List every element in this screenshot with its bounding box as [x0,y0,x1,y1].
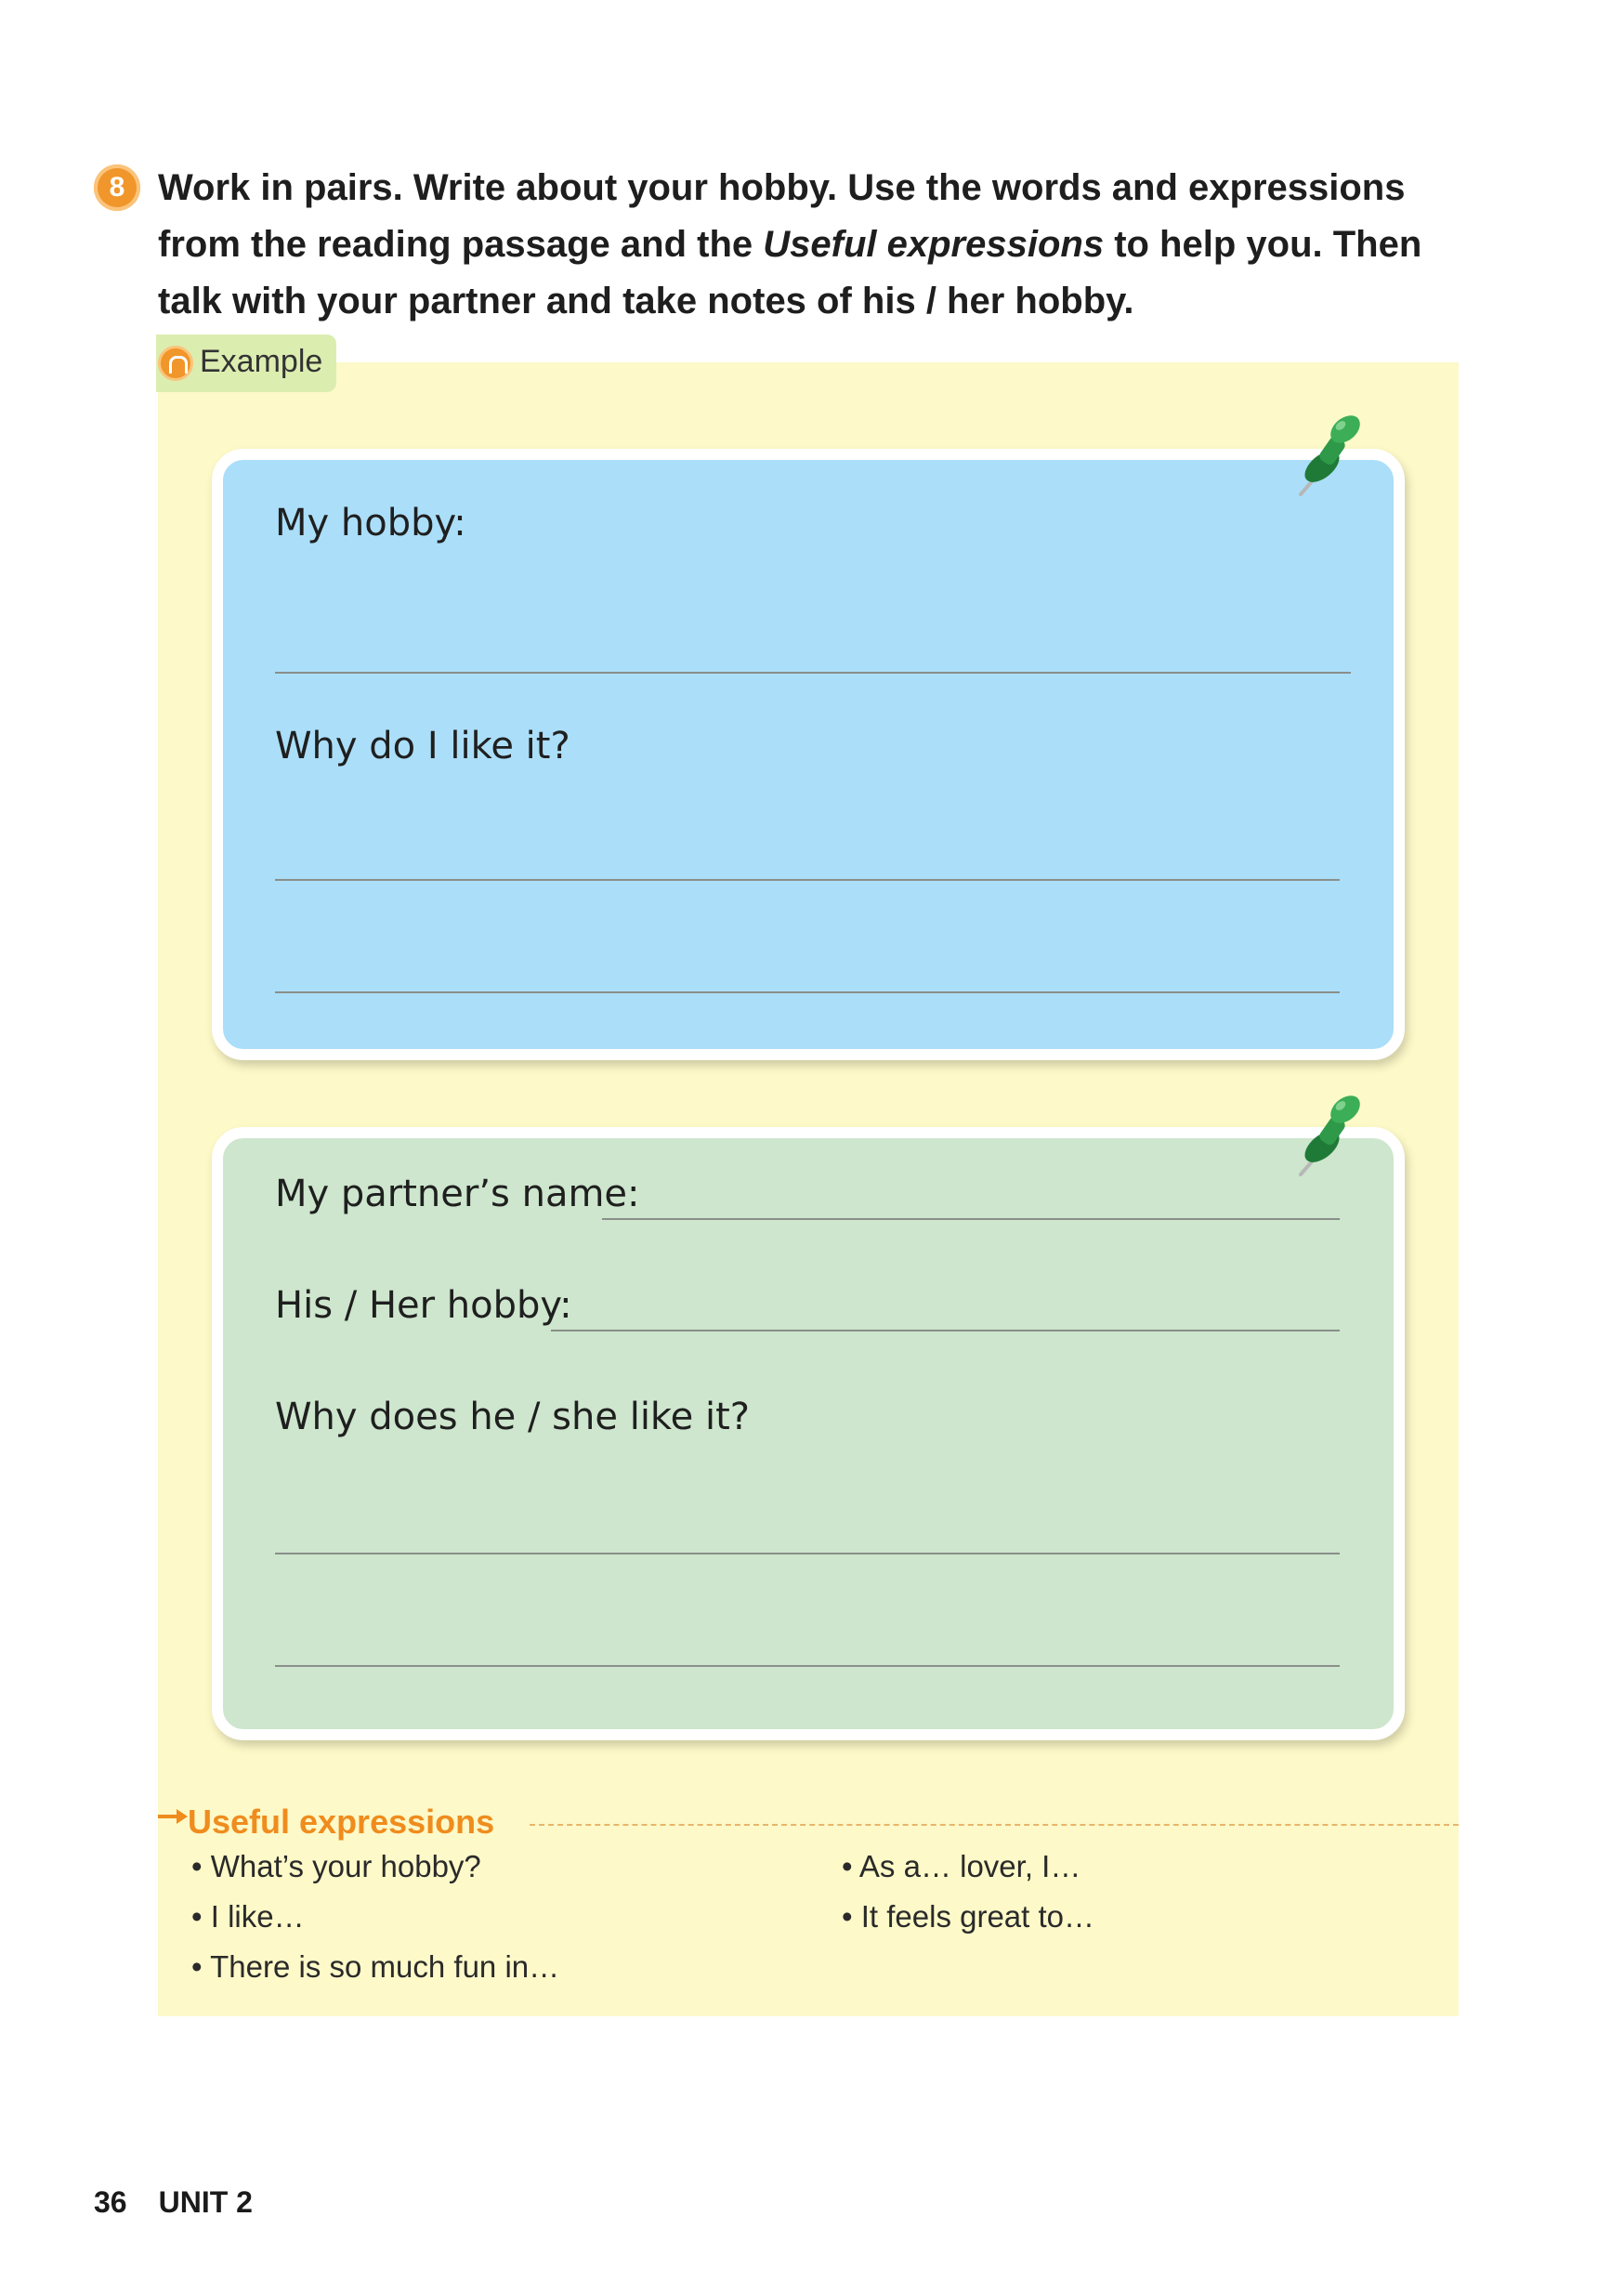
instruction-italic: Useful expressions [763,224,1105,265]
partner-name-line[interactable] [602,1218,1340,1220]
expression-item: • I like… [191,1899,305,1934]
push-pin-icon [1287,409,1370,502]
instruction-text-2: to help you. Then talk with your partner and take notes of his / her hobby. [158,224,1422,321]
task-number-badge: 8 [94,164,140,211]
why-i-like-line-1[interactable] [275,879,1340,881]
task-instructions [158,160,1459,330]
unit-label: UNIT 2 [158,2185,253,2219]
expression-item: • There is so much fun in… [191,1949,560,1984]
example-icon [158,346,193,381]
instruction-text-1: Work in pairs. Write about your hobby. Use the words and expressions from the reading passage and the [158,167,1406,265]
expression-item: • What’s your hobby? [191,1849,481,1883]
arrow-right-icon [158,1807,188,1826]
push-pin-icon [1287,1089,1370,1182]
partner-hobby-label: His / Her hobby: [275,1284,572,1327]
my-hobby-line[interactable] [275,672,1351,674]
page-footer [94,2185,284,2220]
partner-hobby-line[interactable] [551,1330,1340,1331]
page-number: 36 [94,2185,127,2219]
useful-expressions-divider [530,1824,1459,1826]
why-i-like-label: Why do I like it? [275,725,570,767]
useful-expressions-title: Useful expressions [188,1803,495,1841]
why-i-like-line-2[interactable] [275,991,1340,993]
partner-name-label: My partner’s name: [275,1173,640,1215]
why-partner-likes-line-2[interactable] [275,1665,1340,1667]
example-label: Example [200,344,323,379]
why-partner-likes-label: Why does he / she like it? [275,1396,751,1438]
expression-item: • As a… lover, I… [842,1849,1081,1883]
my-hobby-label: My hobby: [275,502,466,544]
expression-item: • It feels great to… [842,1899,1095,1934]
why-partner-likes-line-1[interactable] [275,1553,1340,1554]
